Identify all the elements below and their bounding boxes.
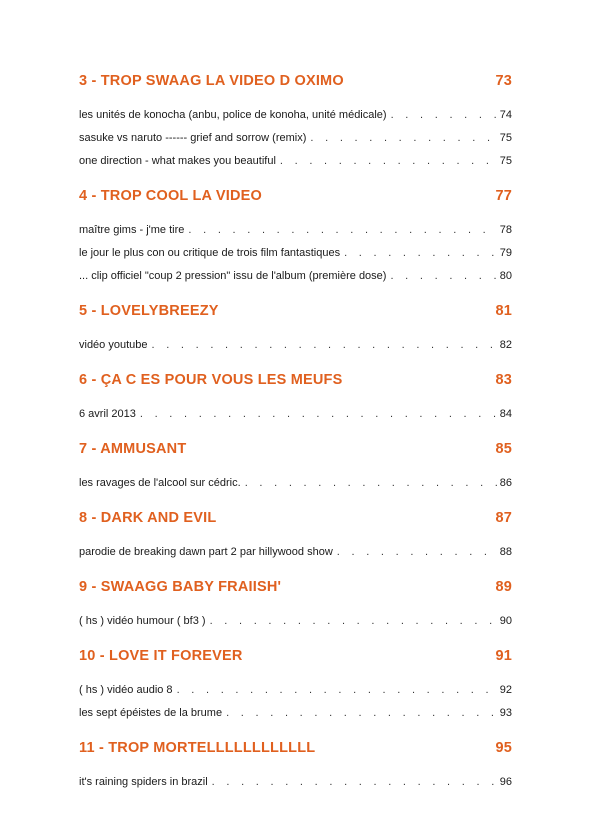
entry-title: les sept épéistes de la brume [79, 707, 223, 719]
dot-leader [188, 219, 497, 242]
chapter-heading[interactable] [79, 738, 512, 758]
entry-page-number: 74 [499, 109, 512, 121]
chapter-title: 5 - LOVELYBREEZY [79, 303, 219, 319]
chapter-heading[interactable] [79, 186, 512, 206]
toc-section [79, 577, 512, 646]
dot-leader [177, 679, 498, 702]
dot-leader [391, 104, 498, 127]
toc-entry[interactable] [79, 541, 512, 564]
section-spacer [79, 173, 512, 186]
section-spacer [79, 426, 512, 439]
toc-entry[interactable] [79, 472, 512, 495]
chapter-heading[interactable] [79, 370, 512, 390]
dot-leader [280, 150, 498, 173]
entry-page-number: 93 [499, 707, 512, 719]
entry-page-number: 88 [499, 546, 512, 558]
entry-title: maître gims - j'me tire [79, 224, 185, 236]
section-spacer [79, 725, 512, 738]
dot-leader [310, 127, 497, 150]
entry-page-number: 75 [499, 132, 512, 144]
dot-leader [210, 610, 498, 633]
chapter-heading[interactable] [79, 508, 512, 528]
entry-title: one direction - what makes you beautiful [79, 155, 276, 167]
section-spacer [79, 495, 512, 508]
toc-section [79, 301, 512, 370]
entry-title: les ravages de l'alcool sur cédric. [79, 477, 241, 489]
chapter-heading[interactable] [79, 646, 512, 666]
toc-entry[interactable] [79, 150, 512, 173]
toc-entry[interactable] [79, 771, 512, 794]
toc-entry[interactable] [79, 127, 512, 150]
entry-title: parodie de breaking dawn part 2 par hillywood show [79, 546, 333, 558]
entry-page-number: 75 [499, 155, 512, 167]
chapter-page-number: 91 [495, 648, 512, 664]
entry-title: ( hs ) vidéo audio 8 [79, 684, 173, 696]
chapter-title: 8 - DARK AND EVIL [79, 510, 217, 526]
chapter-heading[interactable] [79, 71, 512, 91]
table-of-contents [79, 71, 512, 794]
toc-section [79, 738, 512, 794]
toc-section [79, 646, 512, 738]
toc-entry[interactable] [79, 265, 512, 288]
dot-leader [390, 265, 497, 288]
chapter-title: 4 - TROP COOL LA VIDEO [79, 188, 262, 204]
dot-leader [337, 541, 498, 564]
section-spacer [79, 357, 512, 370]
chapter-title: 9 - SWAAGG BABY FRAIISH' [79, 579, 282, 595]
entry-page-number: 79 [499, 247, 512, 259]
entry-page-number: 82 [499, 339, 512, 351]
entry-title: les unités de konocha (anbu, police de konoha, unité médicale) [79, 109, 387, 121]
toc-entry[interactable] [79, 403, 512, 426]
toc-entry[interactable] [79, 679, 512, 702]
dot-leader [212, 771, 498, 794]
chapter-page-number: 87 [495, 510, 512, 526]
entry-page-number: 80 [499, 270, 512, 282]
chapter-title: 7 - AMMUSANT [79, 441, 187, 457]
toc-entry[interactable] [79, 104, 512, 127]
entry-page-number: 96 [499, 776, 512, 788]
toc-section [79, 71, 512, 186]
dot-leader [152, 334, 498, 357]
chapter-page-number: 85 [495, 441, 512, 457]
chapter-page-number: 73 [495, 73, 512, 89]
toc-entry[interactable] [79, 219, 512, 242]
entry-page-number: 92 [499, 684, 512, 696]
dot-leader [245, 472, 498, 495]
toc-section [79, 370, 512, 439]
chapter-title: 3 - TROP SWAAG LA VIDEO D OXIMO [79, 73, 344, 89]
chapter-title: 10 - LOVE IT FOREVER [79, 648, 243, 664]
chapter-page-number: 89 [495, 579, 512, 595]
chapter-heading[interactable] [79, 301, 512, 321]
entry-title: le jour le plus con ou critique de trois film fantastiques [79, 247, 341, 259]
chapter-page-number: 83 [495, 372, 512, 388]
toc-section [79, 439, 512, 508]
chapter-heading[interactable] [79, 577, 512, 597]
entry-title: sasuke vs naruto ------ grief and sorrow (remix) [79, 132, 307, 144]
entry-page-number: 84 [499, 408, 512, 420]
entry-title: ( hs ) vidéo humour ( bf3 ) [79, 615, 206, 627]
entry-page-number: 90 [499, 615, 512, 627]
toc-entry[interactable] [79, 610, 512, 633]
dot-leader [140, 403, 498, 426]
chapter-page-number: 95 [495, 740, 512, 756]
entry-title: 6 avril 2013 [79, 408, 136, 420]
toc-section [79, 508, 512, 577]
entry-title: vidéo youtube [79, 339, 148, 351]
entry-page-number: 86 [499, 477, 512, 489]
chapter-page-number: 81 [495, 303, 512, 319]
section-spacer [79, 564, 512, 577]
entry-title: it's raining spiders in brazil [79, 776, 208, 788]
section-spacer [79, 288, 512, 301]
chapter-heading[interactable] [79, 439, 512, 459]
toc-entry[interactable] [79, 334, 512, 357]
toc-entry[interactable] [79, 702, 512, 725]
chapter-page-number: 77 [495, 188, 512, 204]
dot-leader [226, 702, 498, 725]
dot-leader [344, 242, 498, 265]
toc-entry[interactable] [79, 242, 512, 265]
section-spacer [79, 633, 512, 646]
entry-page-number: 78 [499, 224, 512, 236]
entry-title: ... clip officiel "coup 2 pression" issu de l'album (première dose) [79, 270, 387, 282]
chapter-title: 11 - TROP MORTELLLLLLLLLLLL [79, 740, 316, 756]
toc-section [79, 186, 512, 301]
chapter-title: 6 - ÇA C ES POUR VOUS LES MEUFS [79, 372, 343, 388]
